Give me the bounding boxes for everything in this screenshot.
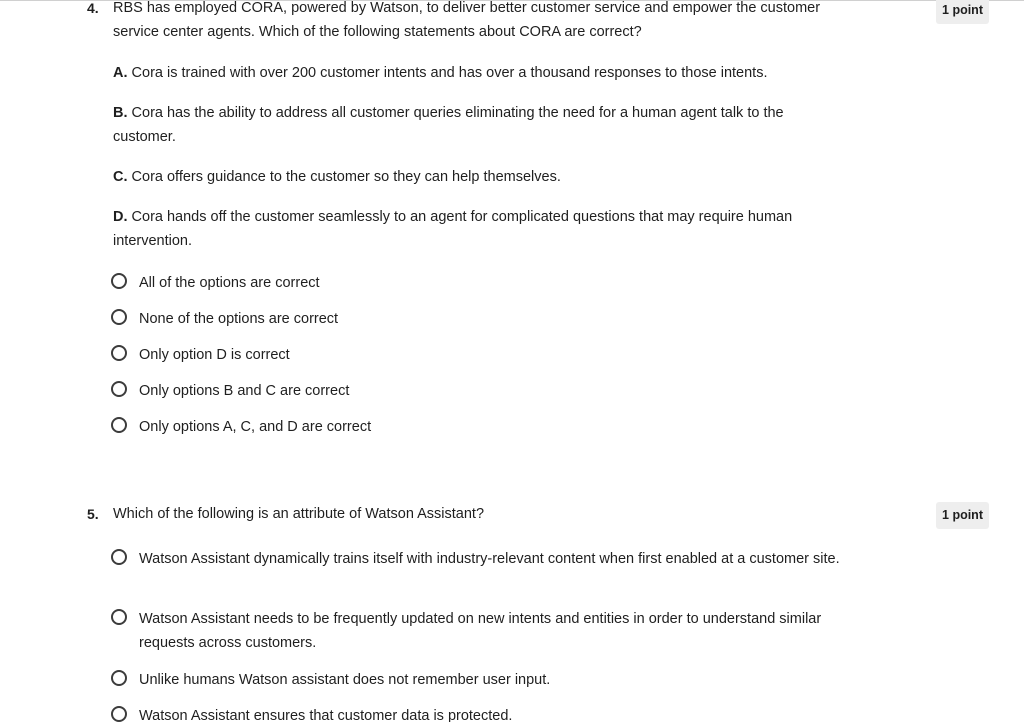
- statement-letter: C.: [113, 169, 128, 185]
- answer-option[interactable]: [111, 343, 859, 367]
- answer-option[interactable]: [111, 415, 859, 439]
- answer-option[interactable]: [111, 547, 859, 571]
- question-number: 4.: [87, 0, 99, 16]
- option-label[interactable]: Only option D is correct: [139, 347, 290, 363]
- answer-option[interactable]: [111, 668, 859, 692]
- option-label[interactable]: Unlike humans Watson assistant does not remember user input.: [139, 672, 551, 688]
- radio-button[interactable]: [111, 345, 127, 361]
- option-label[interactable]: All of the options are correct: [139, 275, 320, 291]
- statement-text: Cora is trained with over 200 customer intents and has over a thousand responses to those intents.: [131, 65, 768, 81]
- option-label[interactable]: Only options A, C, and D are correct: [139, 419, 372, 435]
- statement-a: [113, 61, 833, 85]
- statement-text: Cora has the ability to address all customer queries eliminating the need for a human agent talk to the customer.: [113, 105, 784, 145]
- option-label[interactable]: None of the options are correct: [139, 311, 339, 327]
- statement-letter: B.: [113, 105, 128, 121]
- radio-button[interactable]: [111, 381, 127, 397]
- statement-c: [113, 165, 833, 189]
- statement-letter: D.: [113, 209, 128, 225]
- points-badge: 1 point: [936, 0, 989, 24]
- answer-option[interactable]: [111, 607, 859, 655]
- statement-d: [113, 205, 833, 253]
- statement-b: [113, 101, 833, 149]
- answer-option[interactable]: [111, 271, 859, 295]
- option-label[interactable]: Watson Assistant dynamically trains itself with industry-relevant content when first enabled at a customer site.: [139, 551, 840, 567]
- question-text: Which of the following is an attribute of Watson Assistant?: [113, 506, 485, 522]
- option-label[interactable]: Only options B and C are correct: [139, 383, 350, 399]
- radio-button[interactable]: [111, 670, 127, 686]
- answer-option[interactable]: [111, 379, 859, 403]
- radio-button[interactable]: [111, 706, 127, 722]
- question-text: RBS has employed CORA, powered by Watson, to deliver better customer service and empower the customer service center agents. Which of the following statements about CORA are correct?: [113, 0, 821, 40]
- radio-button[interactable]: [111, 549, 127, 565]
- statement-text: Cora offers guidance to the customer so they can help themselves.: [131, 169, 561, 185]
- statement-text: Cora hands off the customer seamlessly to an agent for complicated questions that may require human intervention.: [113, 209, 793, 249]
- answer-option[interactable]: [111, 307, 859, 331]
- radio-button[interactable]: [111, 417, 127, 433]
- radio-button[interactable]: [111, 609, 127, 625]
- points-badge: 1 point: [936, 502, 989, 529]
- option-label[interactable]: Watson Assistant ensures that customer data is protected.: [139, 708, 513, 722]
- answer-option[interactable]: [111, 704, 859, 722]
- question-number: 5.: [87, 506, 99, 522]
- radio-button[interactable]: [111, 309, 127, 325]
- option-label[interactable]: Watson Assistant needs to be frequently updated on new intents and entities in order to understand similar requests across customers.: [139, 611, 822, 651]
- statement-letter: A.: [113, 65, 128, 81]
- radio-button[interactable]: [111, 273, 127, 289]
